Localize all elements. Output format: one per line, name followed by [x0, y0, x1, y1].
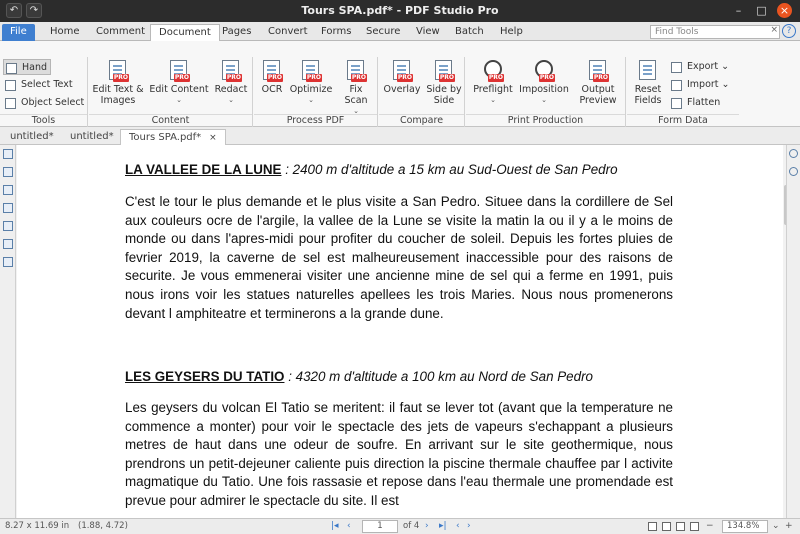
select-text-button[interactable] [3, 77, 73, 93]
first-page-icon[interactable]: |◂ [331, 521, 339, 531]
tab-pages[interactable]: Pages [222, 26, 252, 37]
ocr-icon: PRO [261, 60, 283, 82]
right-panel [786, 145, 800, 518]
section-title-2: LES GEYSERS DU TATIO [125, 369, 285, 384]
imposition-icon: PRO [533, 60, 555, 82]
window-title: Tours SPA.pdf* - PDF Studio Pro [301, 4, 499, 17]
tab-help[interactable]: Help [500, 26, 523, 37]
import-icon [671, 80, 682, 91]
side-by-side-button[interactable] [425, 60, 463, 106]
window-controls [731, 3, 792, 18]
edit-content-button[interactable] [147, 60, 211, 106]
section-body-2: Les geysers du volcan El Tatio se meritent: il faut se lever tot (avant que la temperature ne commence a monter) pour voir le spectacle des jets de vapeurs s'echappant a plusieurs metres de haut dans une odeur de soufre. En arrivant sur le site geothermique, nous prendrons un petit-dejeuner caliente puis direction la piscine thermale chauffee par l activite magmatique du Tatio. Une fois rassasie et repose dans l'eau thermale une promendade est prevue pour admirer le spectacle du site. Il est [125, 400, 673, 508]
tab-convert[interactable]: Convert [268, 26, 308, 37]
document-viewport[interactable] [17, 145, 783, 518]
minimize-icon[interactable]: – [735, 4, 742, 17]
maximize-icon[interactable]: □ [756, 4, 767, 17]
facing-view-icon[interactable] [676, 522, 685, 531]
compare-group-label: Compare [379, 114, 464, 127]
output-preview-icon: PRO [587, 60, 609, 82]
form-data-group [627, 57, 739, 127]
preflight-icon: PRO [482, 60, 504, 82]
reset-fields-icon [637, 60, 659, 82]
import-button[interactable]: Import ⌄ [669, 77, 730, 93]
object-select-button[interactable] [3, 95, 84, 111]
signatures-panel-icon[interactable] [3, 239, 13, 249]
tab-secure[interactable]: Secure [366, 26, 401, 37]
hand-icon [6, 63, 17, 74]
optimize-button[interactable] [288, 60, 334, 106]
title-bar [0, 0, 800, 22]
chevron-down-icon: ⌄ [541, 96, 547, 104]
tab-comment[interactable]: Comment [96, 26, 145, 37]
chevron-down-icon: ⌄ [308, 96, 314, 104]
document-tab-bar [0, 127, 800, 145]
close-icon[interactable]: × [777, 3, 792, 18]
form-data-group-label: Form Data [627, 114, 739, 127]
compare-group [379, 57, 465, 127]
edit-text-images-label: Edit Text & Images [92, 84, 144, 106]
page-size-readout: 8.27 x 11.69 in [5, 521, 70, 531]
flatten-icon [671, 98, 682, 109]
continuous-view-icon[interactable] [662, 522, 671, 531]
process-pdf-group-label: Process PDF [254, 114, 377, 127]
chevron-down-icon: ⌄ [228, 96, 234, 104]
zoom-in-icon[interactable]: + [785, 521, 793, 531]
clear-search-icon[interactable]: × [770, 25, 778, 35]
help-icon[interactable]: ? [782, 24, 796, 38]
text-cursor-icon [5, 80, 16, 91]
link-icon[interactable] [789, 149, 798, 158]
chevron-down-icon: ⌄ [490, 96, 496, 104]
export-icon [671, 62, 682, 73]
overlay-label: Overlay [383, 84, 421, 95]
section-body-1: C'est le tour le plus demande et le plus visite a San Pedro. Situee dans la cordillere de Sel aux couleurs ocre de l'argile, la vallee de la Lune se visite la matin la ou il y a le moins de monde ou dans l'apres-midi pour profiter du coucher de soleil. Depuis les fortes pluies de fevrier 2019, la caverne de sel est malheureusement inaccessible pour des raisons de securite. Je vous emmenerai visiter une ancienne mine de sel qui a ferme en 1991, puis nous irons voir les statues naturelles apellees les trois Maries. Nous nous promenerons devant l amphiteatre et terminerons a la grande dune. [125, 194, 673, 321]
tools-group-label: Tools [0, 114, 87, 127]
tab-batch[interactable]: Batch [455, 26, 484, 37]
optimize-icon: PRO [300, 60, 322, 82]
facing-continuous-view-icon[interactable] [690, 522, 699, 531]
flatten-button[interactable] [669, 95, 720, 111]
left-navigation-panel [0, 145, 16, 518]
edit-content-label: Edit Content [149, 84, 209, 95]
redact-label: Redact [214, 84, 248, 95]
doc-tab-tours-spa[interactable] [120, 129, 226, 145]
tools-group [0, 57, 88, 127]
doc-tab-untitled-1[interactable]: untitled* [10, 131, 54, 142]
zoom-input[interactable]: 134.8% [722, 520, 768, 533]
doc-tab-untitled-2[interactable]: untitled* [70, 131, 114, 142]
ribbon-tab-bar [0, 22, 800, 41]
redact-button[interactable] [213, 60, 249, 106]
reset-fields-button[interactable] [630, 60, 666, 106]
pages-panel-icon[interactable] [3, 149, 13, 159]
export-button[interactable]: Export ⌄ [669, 59, 729, 75]
ribbon-toolbar [0, 41, 800, 127]
annotations-panel-icon[interactable] [3, 167, 13, 177]
output-preview-button[interactable] [574, 60, 622, 106]
tab-document[interactable]: Document [150, 24, 220, 41]
next-view-icon[interactable]: › [467, 521, 471, 531]
ocr-button[interactable] [257, 60, 287, 95]
ocr-label: OCR [261, 84, 283, 95]
find-tools-input[interactable]: Find Tools [650, 25, 780, 39]
section-subtitle-2: : 4320 m d'altitude a 100 km au Nord de San Pedro [288, 369, 593, 384]
zoom-out-icon[interactable]: − [706, 521, 714, 531]
hand-label: Hand [22, 62, 48, 73]
previous-page-icon[interactable]: ‹ [347, 521, 351, 531]
export-label: Export [687, 61, 719, 72]
tab-forms[interactable]: Forms [321, 26, 352, 37]
last-page-icon[interactable]: ▸| [439, 521, 447, 531]
hand-tool-button[interactable] [3, 59, 51, 75]
close-tab-icon[interactable]: × [209, 133, 217, 143]
fix-scan-icon: PRO [345, 60, 367, 82]
import-label: Import [687, 79, 719, 90]
content-group [89, 57, 253, 127]
overlay-icon: PRO [391, 60, 413, 82]
bookmarks-panel-icon[interactable] [3, 185, 13, 195]
output-preview-label: Output Preview [579, 84, 617, 106]
page-number-input[interactable]: 1 [362, 520, 398, 533]
process-pdf-group [254, 57, 378, 127]
section-title-1: LA VALLEE DE LA LUNE [125, 162, 282, 177]
overlay-button[interactable] [382, 60, 422, 95]
redact-icon: PRO [220, 60, 242, 82]
undo-icon[interactable]: ↶ [6, 3, 22, 18]
object-select-icon [5, 98, 16, 109]
imposition-button[interactable] [518, 60, 570, 106]
object-select-label: Object Select [21, 97, 85, 108]
imposition-label: Imposition [519, 84, 569, 95]
doc-tab-label: Tours SPA.pdf* [129, 132, 202, 143]
edit-text-images-button[interactable] [92, 60, 144, 106]
preflight-button[interactable] [469, 60, 517, 106]
pdf-page [17, 145, 783, 518]
section-heading-1 [125, 162, 618, 177]
next-page-icon[interactable]: › [425, 521, 429, 531]
attachments-panel-icon[interactable] [3, 203, 13, 213]
section-heading-2 [125, 369, 593, 384]
section-subtitle-1: : 2400 m d'altitude a 15 km au Sud-Ouest de San Pedro [285, 162, 618, 177]
status-bar [0, 518, 800, 534]
previous-view-icon[interactable]: ‹ [456, 521, 460, 531]
select-text-label: Select Text [21, 79, 73, 90]
edit-text-icon: PRO [107, 60, 129, 82]
side-by-side-icon: PRO [433, 60, 455, 82]
destinations-panel-icon[interactable] [3, 257, 13, 267]
optimize-label: Optimize [289, 84, 333, 95]
fix-scan-button[interactable] [338, 60, 374, 117]
edit-content-icon: PRO [168, 60, 190, 82]
chevron-down-icon: ⌄ [353, 107, 359, 115]
preflight-label: Preflight [473, 84, 513, 95]
single-page-view-icon[interactable] [648, 522, 657, 531]
sync-icon[interactable] [789, 167, 798, 176]
tab-home[interactable]: Home [50, 26, 80, 37]
side-by-side-label: Side by Side [426, 84, 462, 106]
zoom-dropdown-icon[interactable]: ⌄ [772, 521, 780, 531]
tab-file[interactable]: File [2, 24, 35, 41]
tab-view[interactable]: View [416, 26, 440, 37]
fix-scan-label: Fix Scan [344, 84, 368, 106]
reset-fields-label: Reset Fields [634, 84, 662, 106]
print-production-group [466, 57, 626, 127]
chevron-down-icon: ⌄ [176, 96, 182, 104]
content-group-label: Content [89, 114, 252, 127]
redo-icon[interactable]: ↷ [26, 3, 42, 18]
page-count-label: of 4 [403, 521, 420, 531]
layers-panel-icon[interactable] [3, 221, 13, 231]
flatten-label: Flatten [687, 97, 721, 108]
cursor-position-readout: (1.88, 4.72) [78, 521, 128, 531]
print-production-group-label: Print Production [466, 114, 625, 127]
